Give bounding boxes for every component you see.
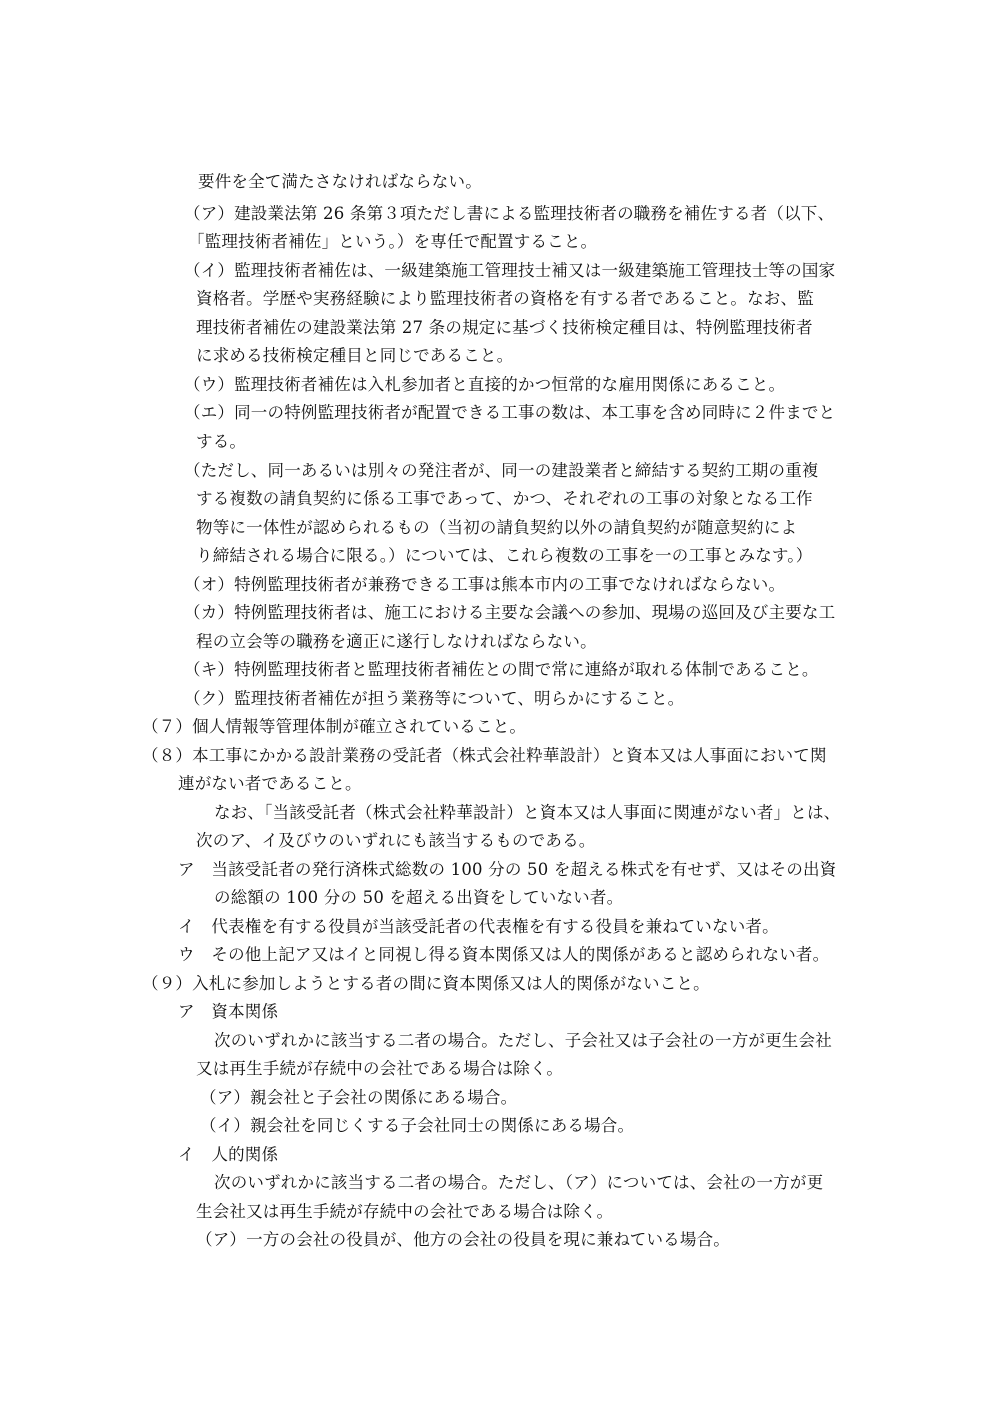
text-line: 物等に一体性が認められるもの（当初の請負契約以外の請負契約が随意契約によ [196,518,798,537]
text-line: ア 当該受託者の発行済株式総数の 100 分の 50 を超える株式を有せず、又はその出資 [178,860,837,879]
text-line: 資格者。学歴や実務経験により監理技術者の資格を有する者であること。なお、監 [196,289,814,308]
text-line: イ 人的関係 [178,1145,279,1164]
text-line: （７）個人情報等管理体制が確立されていること。 [142,717,527,736]
text-line: なお、「当該受託者（株式会社粋華設計）と資本又は人事面に関連がない者」とは、 [214,803,841,822]
text-line: に求める技術検定種目と同じであること。 [196,346,514,365]
text-line: 次のア、イ及びウのいずれにも該当するものである。 [196,831,596,850]
text-line: （キ）特例監理技術者と監理技術者補佐との間で常に連絡が取れる体制であること。 [184,660,819,679]
text-line: （ただし、同一あるいは別々の発注者が、同一の建設業者と締結する契約工期の重複 [184,461,819,480]
text-line: （エ）同一の特例監理技術者が配置できる工事の数は、本工事を含め同時に２件までと [184,403,836,422]
text-line: （ア）一方の会社の役員が、他方の会社の役員を現に兼ねている場合。 [196,1230,730,1249]
text-line: （カ）特例監理技術者は、施工における主要な会議への参加、現場の巡回及び主要な工 [184,603,836,622]
text-line: り締結される場合に限る。）については、これら複数の工事を一の工事とみなす。） [196,546,813,565]
text-line: する。 [196,432,247,451]
text-line: 「監理技術者補佐」という。）を専任で配置すること。 [188,232,598,251]
text-line: 又は再生手続が存続中の会社である場合は除く。 [196,1059,564,1078]
text-line: 次のいずれかに該当する二者の場合。ただし、（ア）については、会社の一方が更 [214,1173,824,1192]
text-line: 要件を全て満たさなければならない。 [198,172,482,191]
text-line: （８）本工事にかかる設計業務の受託者（株式会社粋華設計）と資本又は人事面において関 [142,746,827,765]
text-line: 生会社又は再生手続が存続中の会社である場合は除く。 [196,1202,614,1221]
text-line: 理技術者補佐の建設業法第 27 条の規定に基づく技術検定種目は、特例監理技術者 [196,318,813,337]
text-line: （９）入札に参加しようとする者の間に資本関係又は人的関係がないこと。 [142,974,710,993]
text-line: （オ）特例監理技術者が兼務できる工事は熊本市内の工事でなければならない。 [184,575,786,594]
text-line: （イ）監理技術者補佐は、一級建築施工管理技士補又は一級建築施工管理技士等の国家 [184,261,836,280]
text-line: （ア）建設業法第 26 条第３項ただし書による監理技術者の職務を補佐する者（以下、 [184,204,835,223]
text-line: イ 代表権を有する役員が当該受託者の代表権を有する役員を兼ねていない者。 [178,917,779,936]
text-line: する複数の請負契約に係る工事であって、かつ、それぞれの工事の対象となる工作 [196,489,813,508]
text-line: 程の立会等の職務を適正に遂行しなければならない。 [196,632,597,651]
text-line: の総額の 100 分の 50 を超える出資をしていない者。 [214,888,624,907]
text-line: ア 資本関係 [178,1002,279,1021]
text-line: （ク）監理技術者補佐が担う業務等について、明らかにすること。 [184,689,685,708]
text-line: （ア）親会社と子会社の関係にある場合。 [200,1088,518,1107]
text-line: 次のいずれかに該当する二者の場合。ただし、子会社又は子会社の一方が更生会社 [214,1031,832,1050]
text-line: （イ）親会社を同じくする子会社同士の関係にある場合。 [200,1116,635,1135]
text-line: ウ その他上記ア又はイと同視し得る資本関係又は人的関係があると認められない者。 [178,945,830,964]
text-line: （ウ）監理技術者補佐は入札参加者と直接的かつ恒常的な雇用関係にあること。 [184,375,786,394]
text-line: 連がない者であること。 [178,774,362,793]
